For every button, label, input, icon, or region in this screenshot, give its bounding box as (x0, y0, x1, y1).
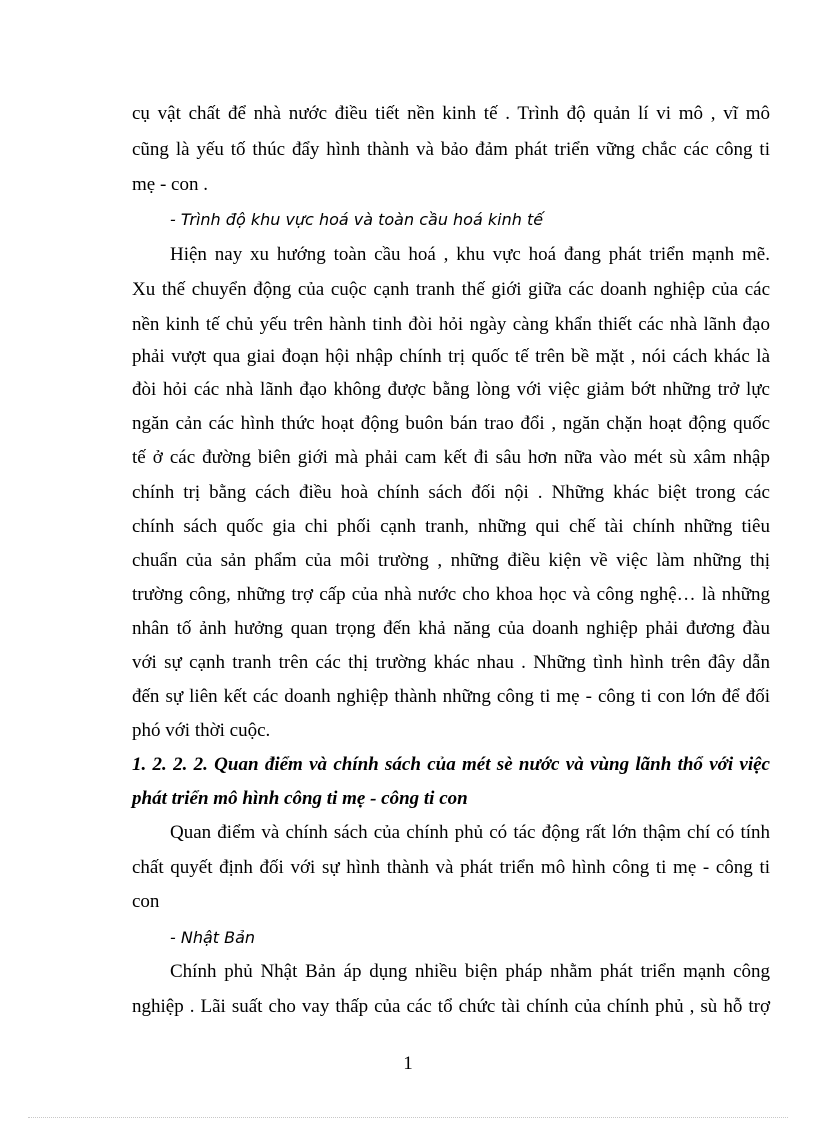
paragraph-line: nghiệp . Lãi suất cho vay thấp của các tổ chức tài chính của chính phủ , sù hỗ trợ (132, 996, 770, 1017)
paragraph-line: nền kinh tế chủ yếu trên hành tinh đòi hỏi ngày càng khẩn thiết các nhà lãnh đạo (132, 314, 770, 335)
paragraph-line: cũng là yếu tố thúc đẩy hình thành và bảo đảm phát triển vững chắc các công ti (132, 139, 770, 160)
paragraph-line: cụ vật chất để nhà nước điều tiết nền kinh tế . Trình độ quản lí vi mô , vĩ mô (132, 103, 770, 124)
section-heading-1-2-2-2-cont: phát triển mô hình công ti mẹ - công ti con (132, 788, 468, 809)
paragraph-line: mẹ - con . (132, 174, 208, 195)
paragraph-line: ngăn cản các hình thức hoạt động buôn bán trao đổi , ngăn chặn hoạt động quốc (132, 413, 770, 434)
paragraph-line: chất quyết định đối với sự hình thành và phát triển mô hình công ti mẹ - công ti (132, 857, 770, 878)
paragraph-line: Quan điểm và chính sách của chính phủ có tác động rất lớn thậm chí có tính (170, 822, 770, 843)
paragraph-line: nhân tố ảnh hưởng quan trọng đến khả năng của doanh nghiệp phải đương đàu (132, 618, 770, 639)
paragraph-line: với sự cạnh tranh trên các thị trường khác nhau . Những tình hình trên đây dẫn (132, 652, 770, 673)
paragraph-line: phó với thời cuộc. (132, 720, 271, 741)
paragraph-line: con (132, 891, 160, 912)
paragraph-line: Xu thế chuyển động của cuộc cạnh tranh thế giới giữa các doanh nghiệp của các (132, 279, 770, 300)
paragraph-line: đến sự liên kết các doanh nghiệp thành những công ti mẹ - công ti con lớn để đối (132, 686, 770, 707)
page-number: 1 (403, 1053, 413, 1074)
subheading-nhat-ban: - Nhật Bản (170, 928, 256, 947)
subheading-trinh-do-khu-vuc-hoa: - Trình độ khu vực hoá và toàn cầu hoá kinh tế (170, 210, 544, 229)
paragraph-line: chuẩn của sản phẩm của môi trường , những điều kiện về việc làm những thị (132, 550, 770, 571)
paragraph-line: trường công, những trợ cấp của nhà nước cho khoa học và công nghệ… là những (132, 584, 770, 605)
page-bottom-divider (28, 1117, 788, 1118)
paragraph-line: chính trị bằng cách điều hoà chính sách đối nội . Những khác biệt trong các (132, 482, 770, 503)
section-heading-1-2-2-2: 1. 2. 2. 2. Quan điểm và chính sách của mét sè nước và vùng lãnh thổ với việc (132, 754, 770, 775)
paragraph-line: phải vượt qua giai đoạn hội nhập chính trị quốc tế trên bề mặt , nói cách khác là (132, 346, 770, 367)
paragraph-line: chính sách quốc gia chi phối cạnh tranh, những qui chế tài chính những tiêu (132, 516, 770, 537)
paragraph-line: đòi hỏi các nhà lãnh đạo không được bằng lòng với việc giảm bớt những trở lực (132, 379, 770, 400)
paragraph-line: Hiện nay xu hướng toàn cầu hoá , khu vực hoá đang phát triển mạnh mẽ. (170, 244, 770, 265)
paragraph-line: Chính phủ Nhật Bản áp dụng nhiều biện pháp nhằm phát triển mạnh công (170, 961, 770, 982)
paragraph-line: tế ở các đường biên giới mà phải cam kết đi sâu hơn nữa vào mét sù xâm nhập (132, 447, 770, 468)
